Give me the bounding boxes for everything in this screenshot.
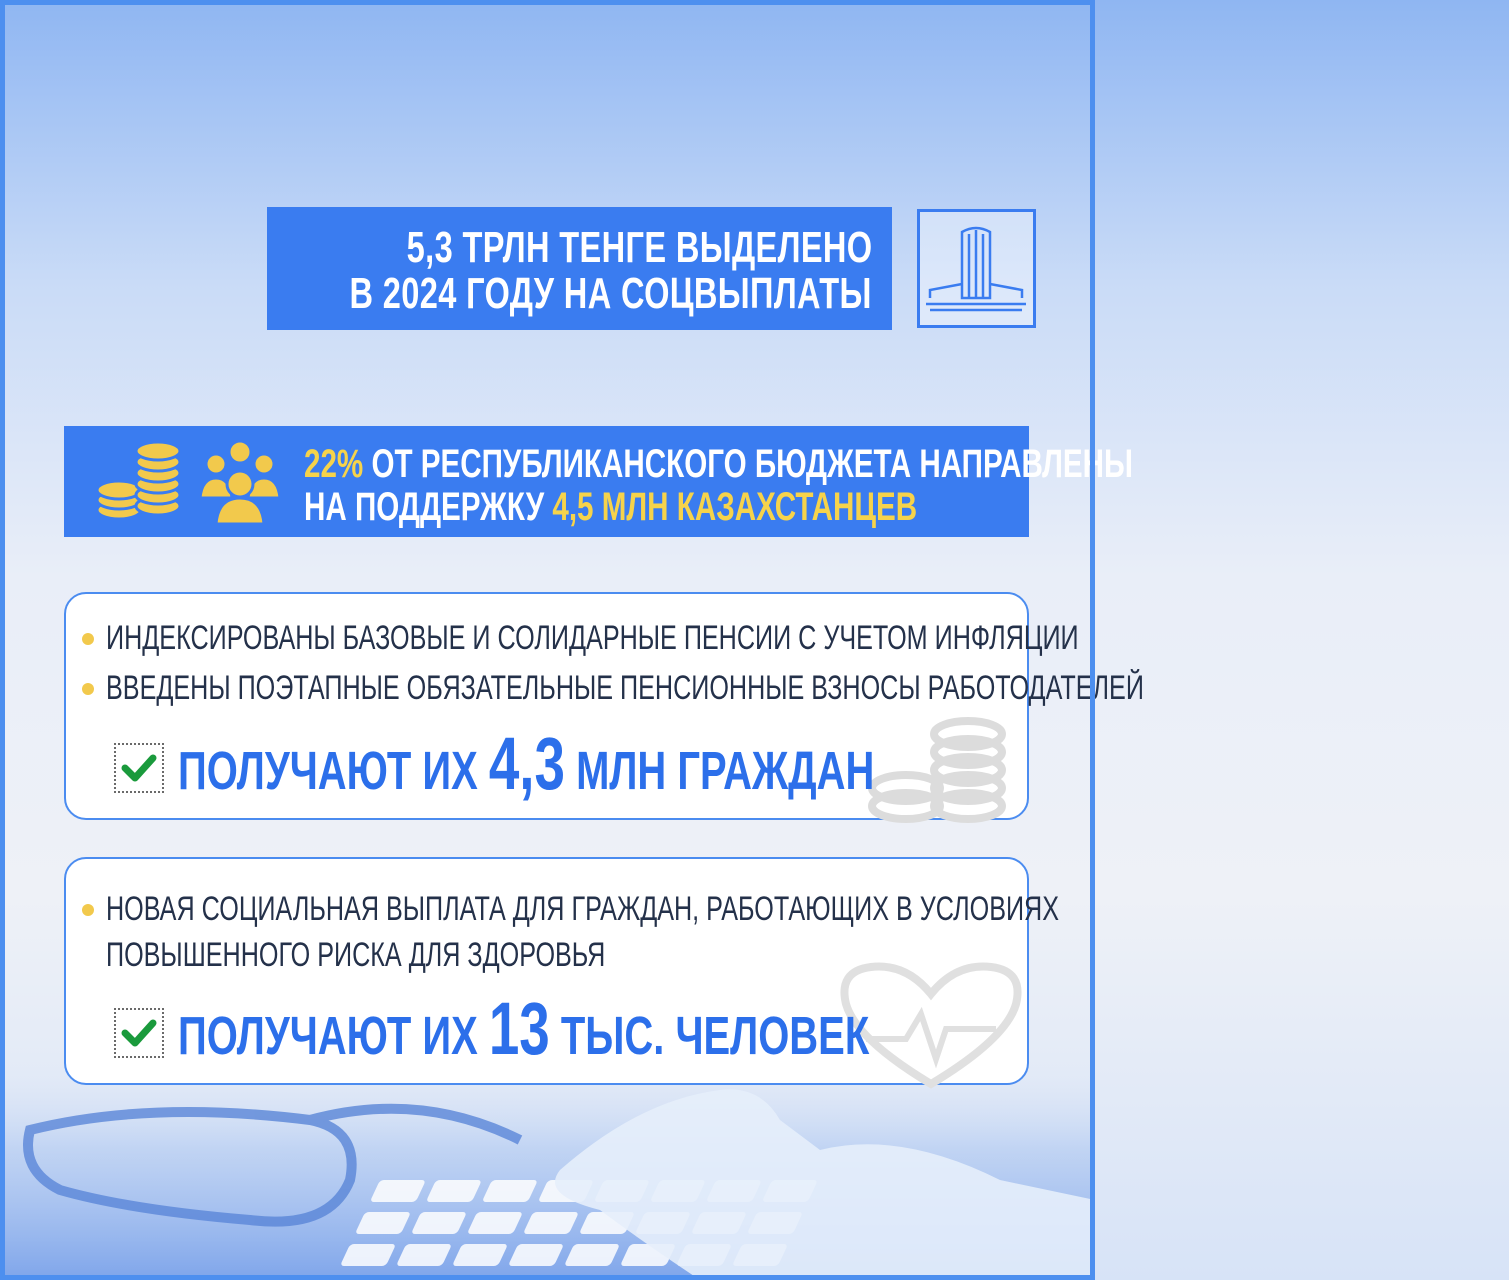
pension-recipients-result: ПОЛУЧАЮТ ИХ 4,3 МЛН ГРАЖДАН [178,722,875,805]
budget-banner [64,426,1133,537]
checkmark-icon [114,1008,164,1058]
page-title-line1: 5,3 ТРЛН ТЕНГЕ ВЫДЕЛЕНО [406,223,872,272]
people-group-icon [200,441,280,524]
government-building-icon [917,209,1036,328]
bullet-dot [82,683,94,695]
bullet-dot [82,904,94,916]
beneficiaries-count: 4,5 МЛН КАЗАХСТАНЦЕВ [552,485,918,529]
banner-line1: 22% ОТ РЕСПУБЛИКАНСКОГО БЮДЖЕТА НАПРАВЛЕНЫ [304,442,1133,486]
bullet-dot [82,633,94,645]
pensions-card: ИНДЕКСИРОВАНЫ БАЗОВЫЕ И СОЛИДАРНЫЕ ПЕНСИИ С УЧЕТОМ ИНФЛЯЦИИ ВВЕДЕНЫ ПОЭТАПНЫЕ ОБЯЗАТЕЛЬНЫЕ ПЕНСИОННЫЕ ВЗНОСЫ РАБОТОДАТЕЛЕЙ ПОЛУЧАЮТ ИХ 4,3 МЛН ГРАЖДАН [64,592,1029,820]
page-title-box [267,207,892,330]
budget-percent: 22% [304,442,364,486]
coins-icon [97,442,180,519]
checkmark-icon [114,743,164,793]
calculator-photo-background [0,1060,1095,1280]
page-title-line2: В 2024 ГОДУ НА СОЦВЫПЛАТЫ [349,269,872,318]
health-payment-card: НОВАЯ СОЦИАЛЬНАЯ ВЫПЛАТА ДЛЯ ГРАЖДАН, РАБОТАЮЩИХ В УСЛОВИЯХ ПОВЫШЕННОГО РИСКА ДЛЯ ЗДОРОВЬЯ ПОЛУЧАЮТ ИХ 13 ТЫС. ЧЕЛОВЕК [64,857,1029,1085]
banner-icons [94,440,294,529]
health-recipients-result: ПОЛУЧАЮТ ИХ 13 ТЫС. ЧЕЛОВЕК [178,987,870,1070]
banner-line2: НА ПОДДЕРЖКУ 4,5 МЛН КАЗАХСТАНЦЕВ [304,485,918,529]
